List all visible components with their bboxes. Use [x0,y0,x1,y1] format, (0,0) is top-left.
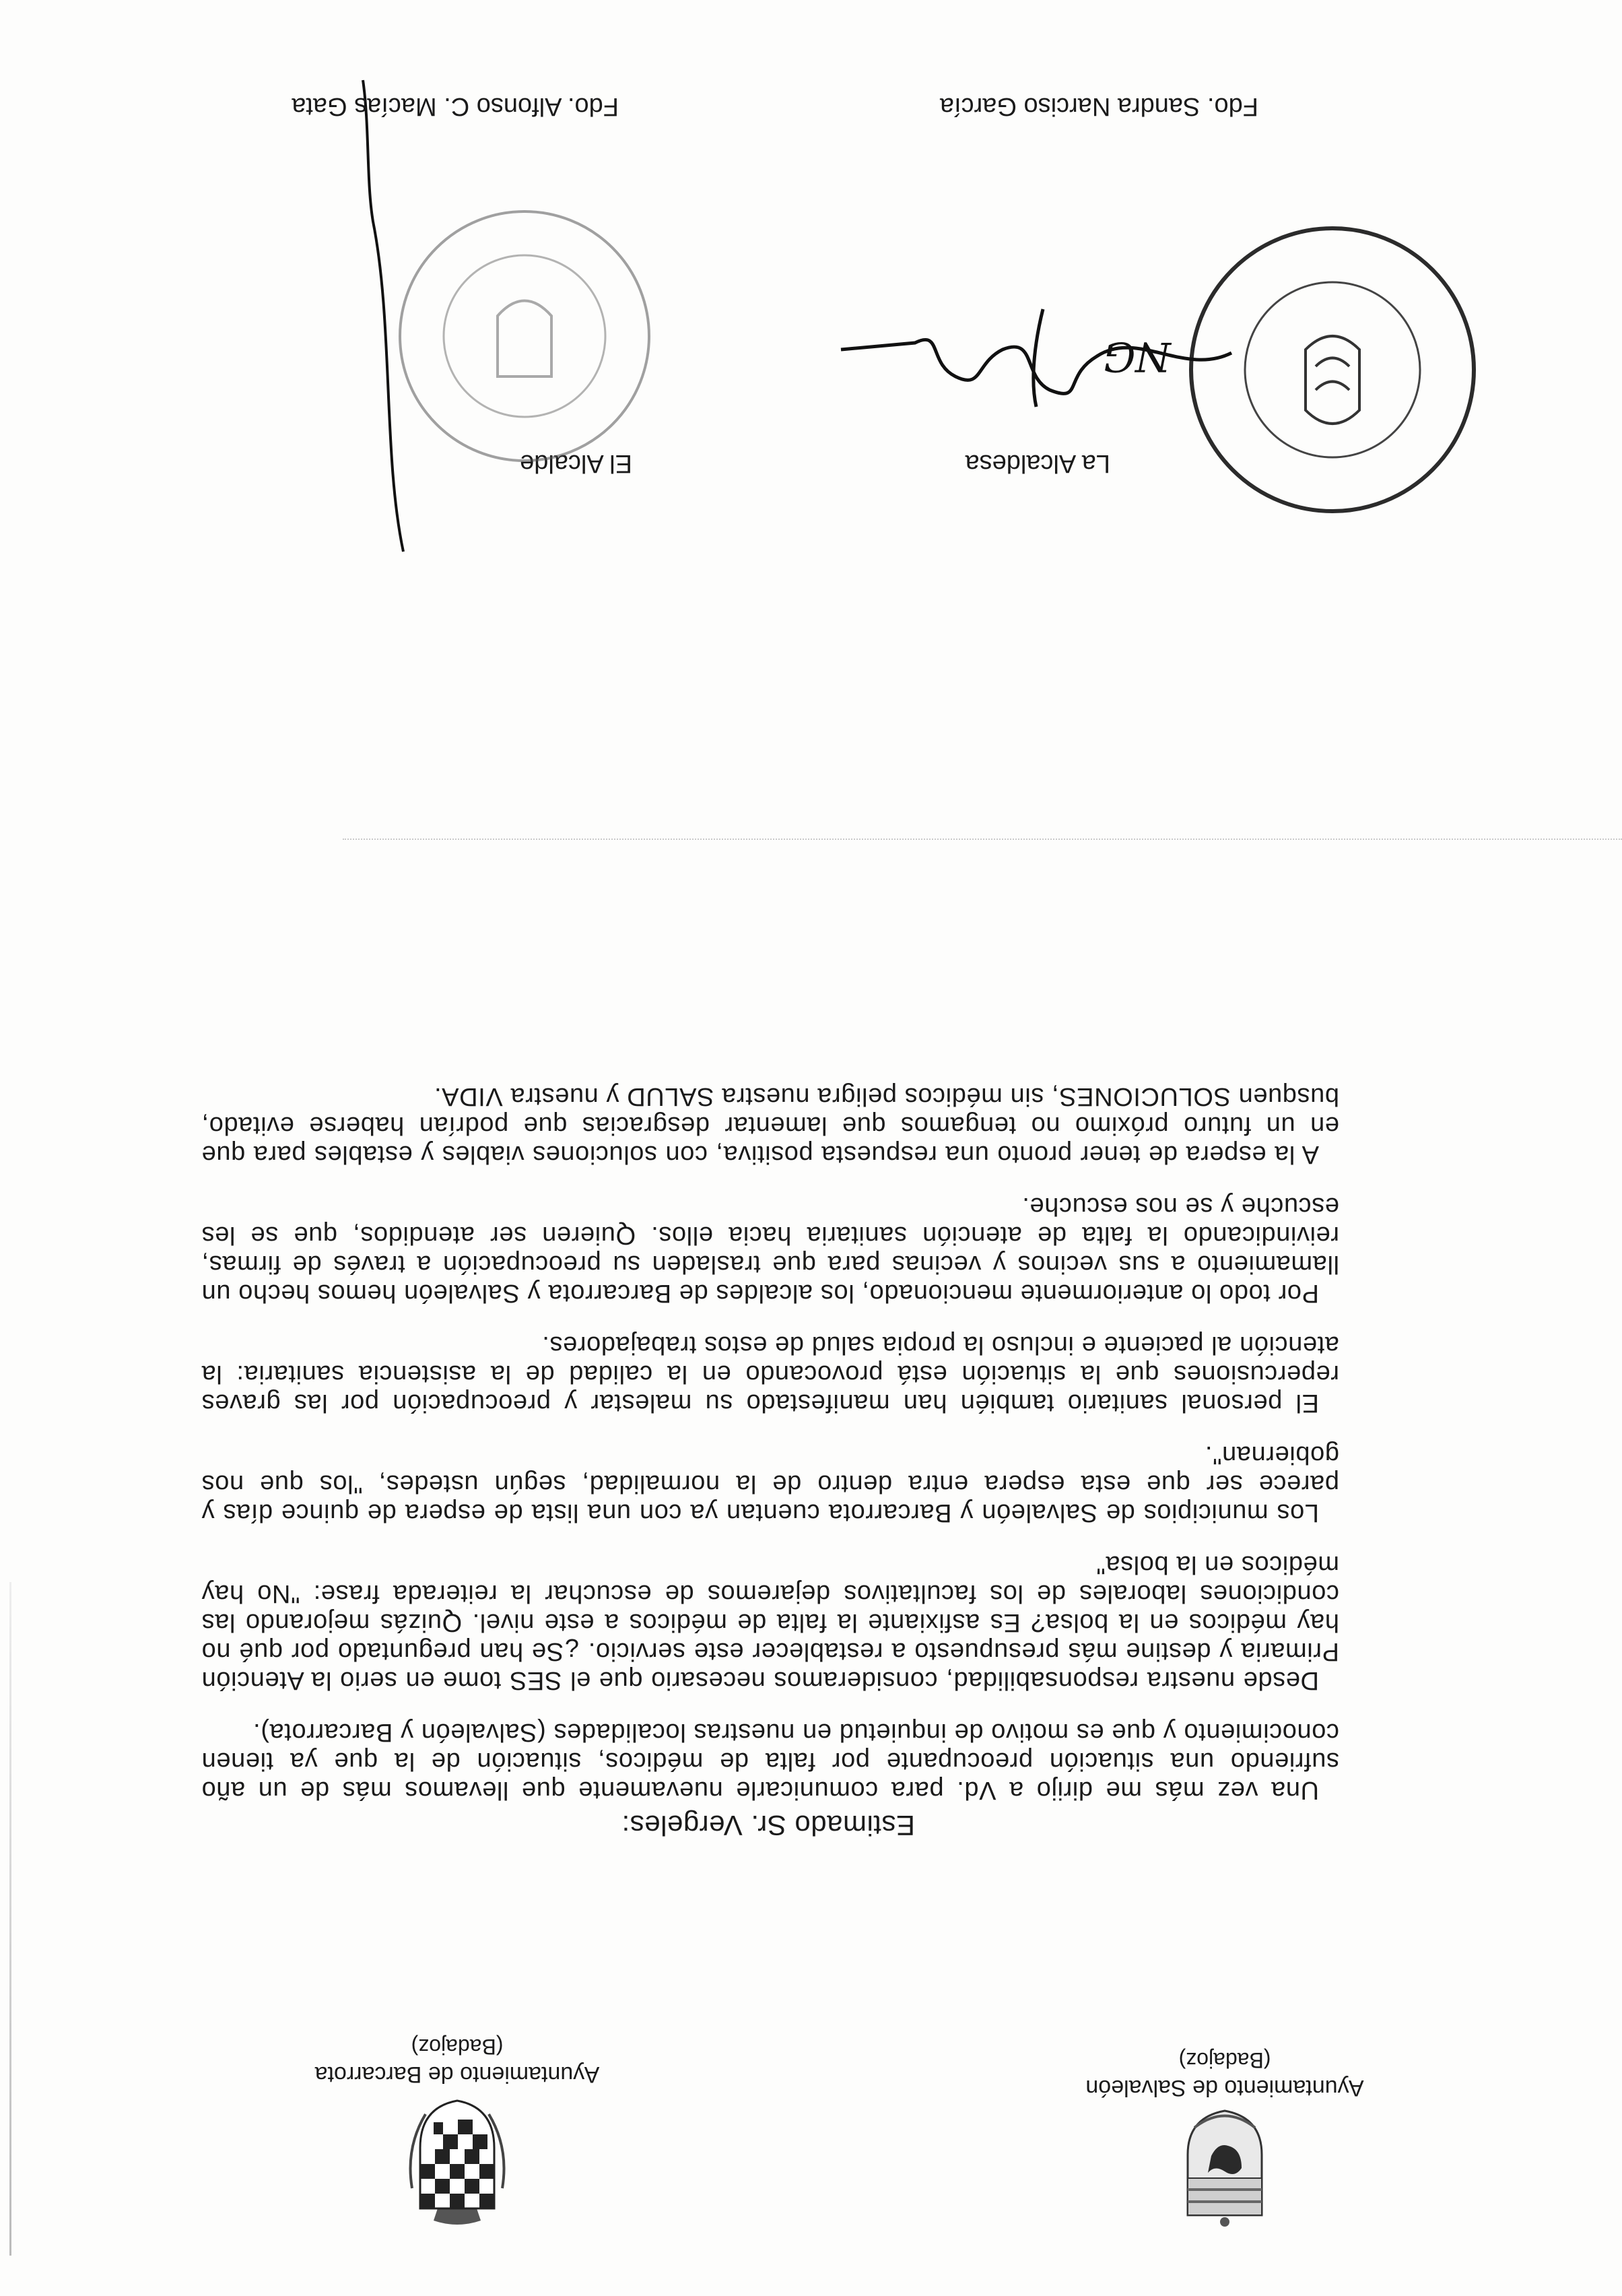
signed-by-name: Fdo. Alfonso C. Macías Gata [292,92,619,121]
body-paragraph: Desde nuestra responsabilidad, consideramos necesario que el SES tome en serio la Atención Primaria y destine más presupuesto a restablecer este servicio. ¿Se han preguntado por qué no hay médicos en la bolsa? Es asfixiante la falta de médicos a este nivel. Quizás mejorando las condiciones laborales de los facultativos dejaremos de escuchar la reiterada frase: "No hay médicos en la bolsa" [201,1550,1339,1695]
signatory-role: El Alcalde [520,449,632,478]
body-paragraph: Por todo lo anteriormente mencionado, los alcaldes de Barcarrota y Salvaleón hemos hecho un llamamiento a sus vecinos y vecinas para que trasladen su preocupación a través de firmas, reivindicando la falta de atención sanitaria hacia ellos. Quieren ser atendidos, que se les escuche y se nos escuche. [201,1192,1339,1307]
handwritten-signature-icon [356,73,410,558]
letter-greeting: Estimado Sr. Vergeles: [621,1810,915,1841]
barcarrota-stamp-icon [383,195,666,478]
municipality-name: Ayuntamiento de Barcarrota [314,2062,600,2087]
province-label: (Badajoz) [411,2035,504,2059]
body-paragraph: A la espera de tener pronto una respuesta positiva, con soluciones viables y estables para que en un futuro próximo no tengamos que lamentar desgracias que podrían haberse evitado, busquen SOLUCIONES, sin médicos peligra nuestra SALUD y nuestra VIDA. [201,1082,1339,1169]
body-paragraph: Una vez más me dirijo a Vd. para comunicarle nuevamente que llevamos más de un año sufriendo una situación preocupante por falta de médicos, situación de la que ya tienen conocimiento y que es motivo de inquietud en nuestras localidades (Salvaleón y Barcarrota). [201,1718,1339,1804]
letter-body [201,1059,1339,1804]
salvaleon-coat-of-arms-icon [1174,2107,1275,2229]
scan-edge [9,1582,11,2256]
header-salvaleon [1050,2047,1400,2229]
header-barcarrota [248,2033,666,2229]
signature-initials: NG [1103,333,1171,380]
barcarrota-coat-of-arms-icon [407,2094,508,2229]
body-paragraph: Los municipios de Salvaleón y Barcarrota cuentan ya con una lista de espera de quince días y parece ser que esta espera entra dentro de la normalidad, según ustedes, "los que nos gobiernan". [201,1441,1339,1527]
province-label: (Badajoz) [1178,2048,1271,2072]
signature-block-alcalde [181,80,666,478]
signature-block-alcaldesa [807,80,1265,478]
municipality-name: Ayuntamiento de Salvaleón [1085,2075,1364,2101]
signatory-role: La Alcaldesa [965,449,1110,478]
handwritten-signature-icon [834,302,1238,417]
scan-divider [343,839,1622,840]
signed-by-name: Fdo. Sandra Narciso García [939,92,1258,121]
body-paragraph: El personal sanitario también han manifestado su malestar y preocupación por las graves repercusiones que la situación está provocando en la calidad de la asistencia sanitaria: la atención al paciente e incluso la propia salud de estos trabajadores. [201,1331,1339,1417]
